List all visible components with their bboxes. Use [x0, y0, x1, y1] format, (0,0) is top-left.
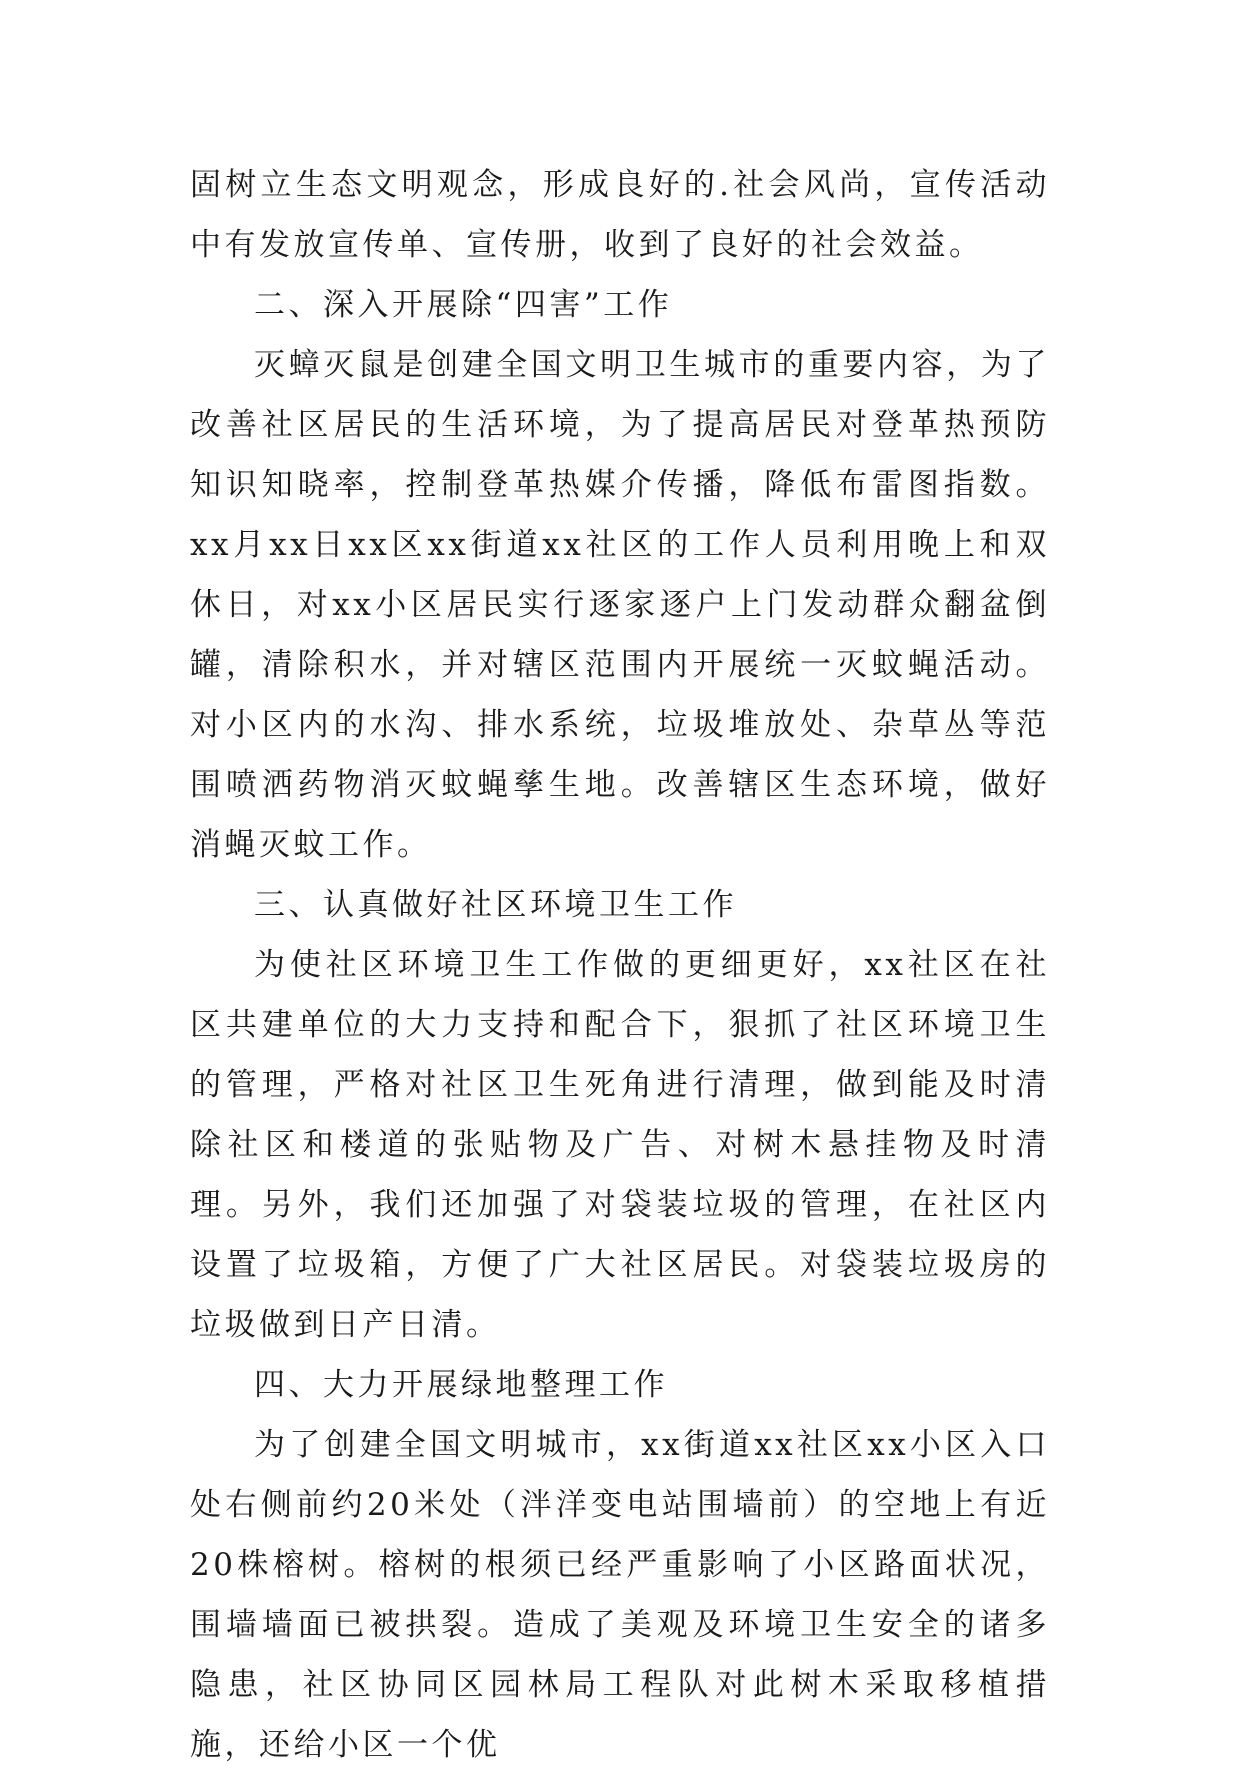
section-heading-4: 四、大力开展绿地整理工作 — [254, 1367, 668, 1403]
section-heading-2: 二、深入开展除“四害”工作 — [254, 287, 673, 323]
section-heading-3: 三、认真做好社区环境卫生工作 — [254, 887, 737, 923]
document-body — [190, 155, 1050, 1775]
paragraph-sanitation: 为使社区环境卫生工作做的更细更好，xx社区在社区共建单位的大力支持和配合下，狠抓了社区环境卫生的管理，严格对社区卫生死角进行清理，做到能及时清除社区和楼道的张贴物及广告、对树木悬挂物及时清理。另外，我们还加强了对袋装垃圾的管理，在社区内设置了垃圾箱，方便了广大社区居民。对袋装垃圾房的垃圾做到日产日清。 — [190, 947, 1050, 1343]
paragraph-pest-control: 灭蟑灭鼠是创建全国文明卫生城市的重要内容，为了改善社区居民的生活环境，为了提高居民对登革热预防知识知晓率，控制登革热媒介传播，降低布雷图指数。xx月xx日xx区xx街道xx社区的工作人员利用晚上和双休日，对xx小区居民实行逐家逐户上门发动群众翻盆倒罐，清除积水，并对辖区范围内开展统一灭蚊蝇活动。对小区内的水沟、排水系统，垃圾堆放处、杂草丛等范围喷洒药物消灭蚊蝇孳生地。改善辖区生态环境，做好消蝇灭蚊工作。 — [190, 347, 1050, 863]
paragraph-greenery: 为了创建全国文明城市，xx街道xx社区xx小区入口处右侧前约20米处（泮洋变电站围墙前）的空地上有近20株榕树。榕树的根须已经严重影响了小区路面状况，围墙墙面已被拱裂。造成了美观及环境卫生安全的诸多隐患，社区协同区园林局工程队对此树木采取移植措施，还给小区一个优 — [190, 1427, 1050, 1763]
paragraph-continuation: 固树立生态文明观念，形成良好的.社会风尚，宣传活动中有发放宣传单、宣传册，收到了良好的社会效益。 — [190, 167, 1050, 263]
